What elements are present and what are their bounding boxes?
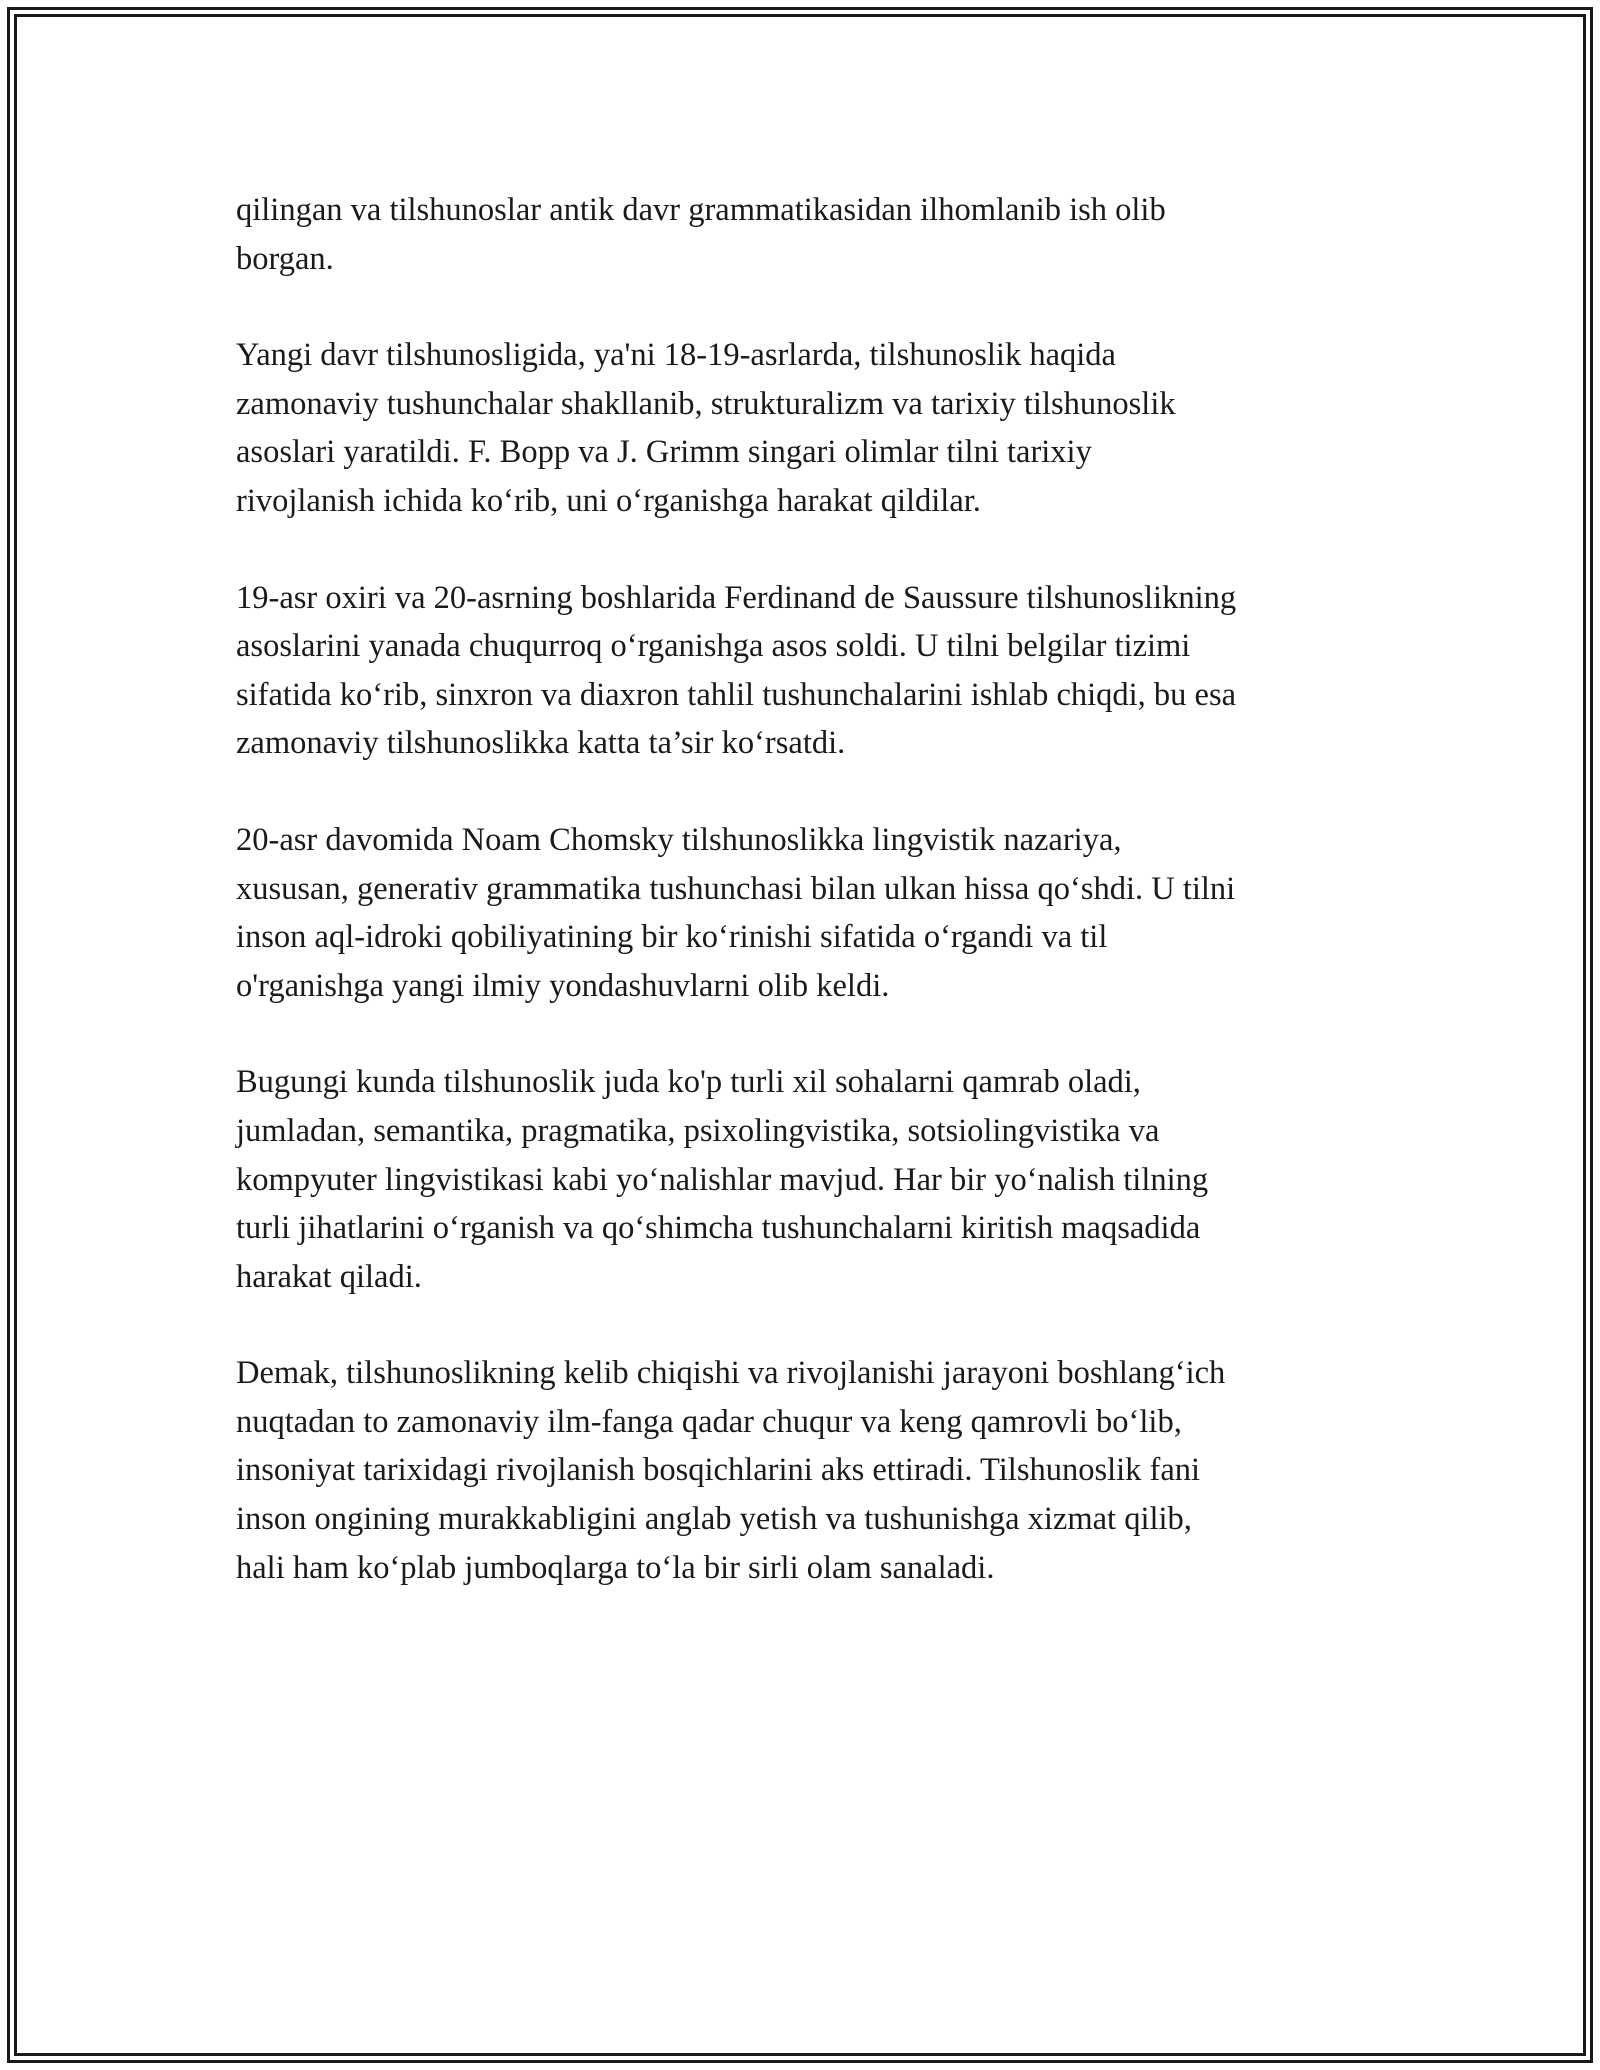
- document-body: [236, 186, 1386, 1640]
- paragraph-4: 20-asr davomida Noam Chomsky tilshunoslikka lingvistik nazariya, xususan, generativ grammatika tushunchasi bilan ulkan hissa qo‘shdi. U tilni inson aql-idroki qobiliyatining bir ko‘rinishi sifatida o‘rgandi va til o'rganishga yangi ilmiy yondashuvlarni olib keldi.: [236, 821, 1236, 1004]
- paragraph-6: Demak, tilshunoslikning kelib chiqishi va rivojlanishi jarayoni boshlang‘ich nuqtadan to zamonaviy ilm-fanga qadar chuqur va keng qamrovli bo‘lib, insoniyat tarixidagi rivojlanish bosqichlarini aks ettiradi. Tilshunoslik fani inson ongining murakkabligini anglab yetish va tushunishga xizmat qilib, hali ham ko‘plab jumboqlarga to‘la bir sirli olam sanaladi.: [236, 1355, 1226, 1586]
- paragraph-2: Yangi davr tilshunosligida, ya'ni 18-19-asrlarda, tilshunoslik haqida zamonaviy tushunchalar shakllanib, strukturalizm va tarixiy tilshunoslik asoslari yaratildi. F. Bopp va J. Grimm singari olimlar tilni tarixiy rivojlanish ichida ko‘rib, uni o‘rganishga harakat qildilar.: [236, 337, 1176, 519]
- paragraph-5: Bugungi kunda tilshunoslik juda ko'p turli xil sohalarni qamrab oladi, jumladan, semantika, pragmatika, psixolingvistika, sotsiolingvistika va kompyuter lingvistikasi kabi yo‘nalishlar mavjud. Har bir yo‘nalish tilning turli jihatlarini o‘rganish va qo‘shimcha tushunchalarni kiritish maqsadida harakat qiladi.: [236, 1064, 1209, 1295]
- paragraph-1: qilingan va tilshunoslar antik davr grammatikasidan ilhomlanib ish olib borgan.: [236, 192, 1166, 277]
- paragraph-3: 19-asr oxiri va 20-asrning boshlarida Ferdinand de Saussure tilshunoslikning asoslarini yanada chuqurroq o‘rganishga asos soldi. U tilni belgilar tizimi sifatida ko‘rib, sinxron va diaxron tahlil tushunchalarini ishlab chiqdi, bu esa zamonaviy tilshunoslikka katta ta’sir ko‘rsatdi.: [236, 579, 1237, 762]
